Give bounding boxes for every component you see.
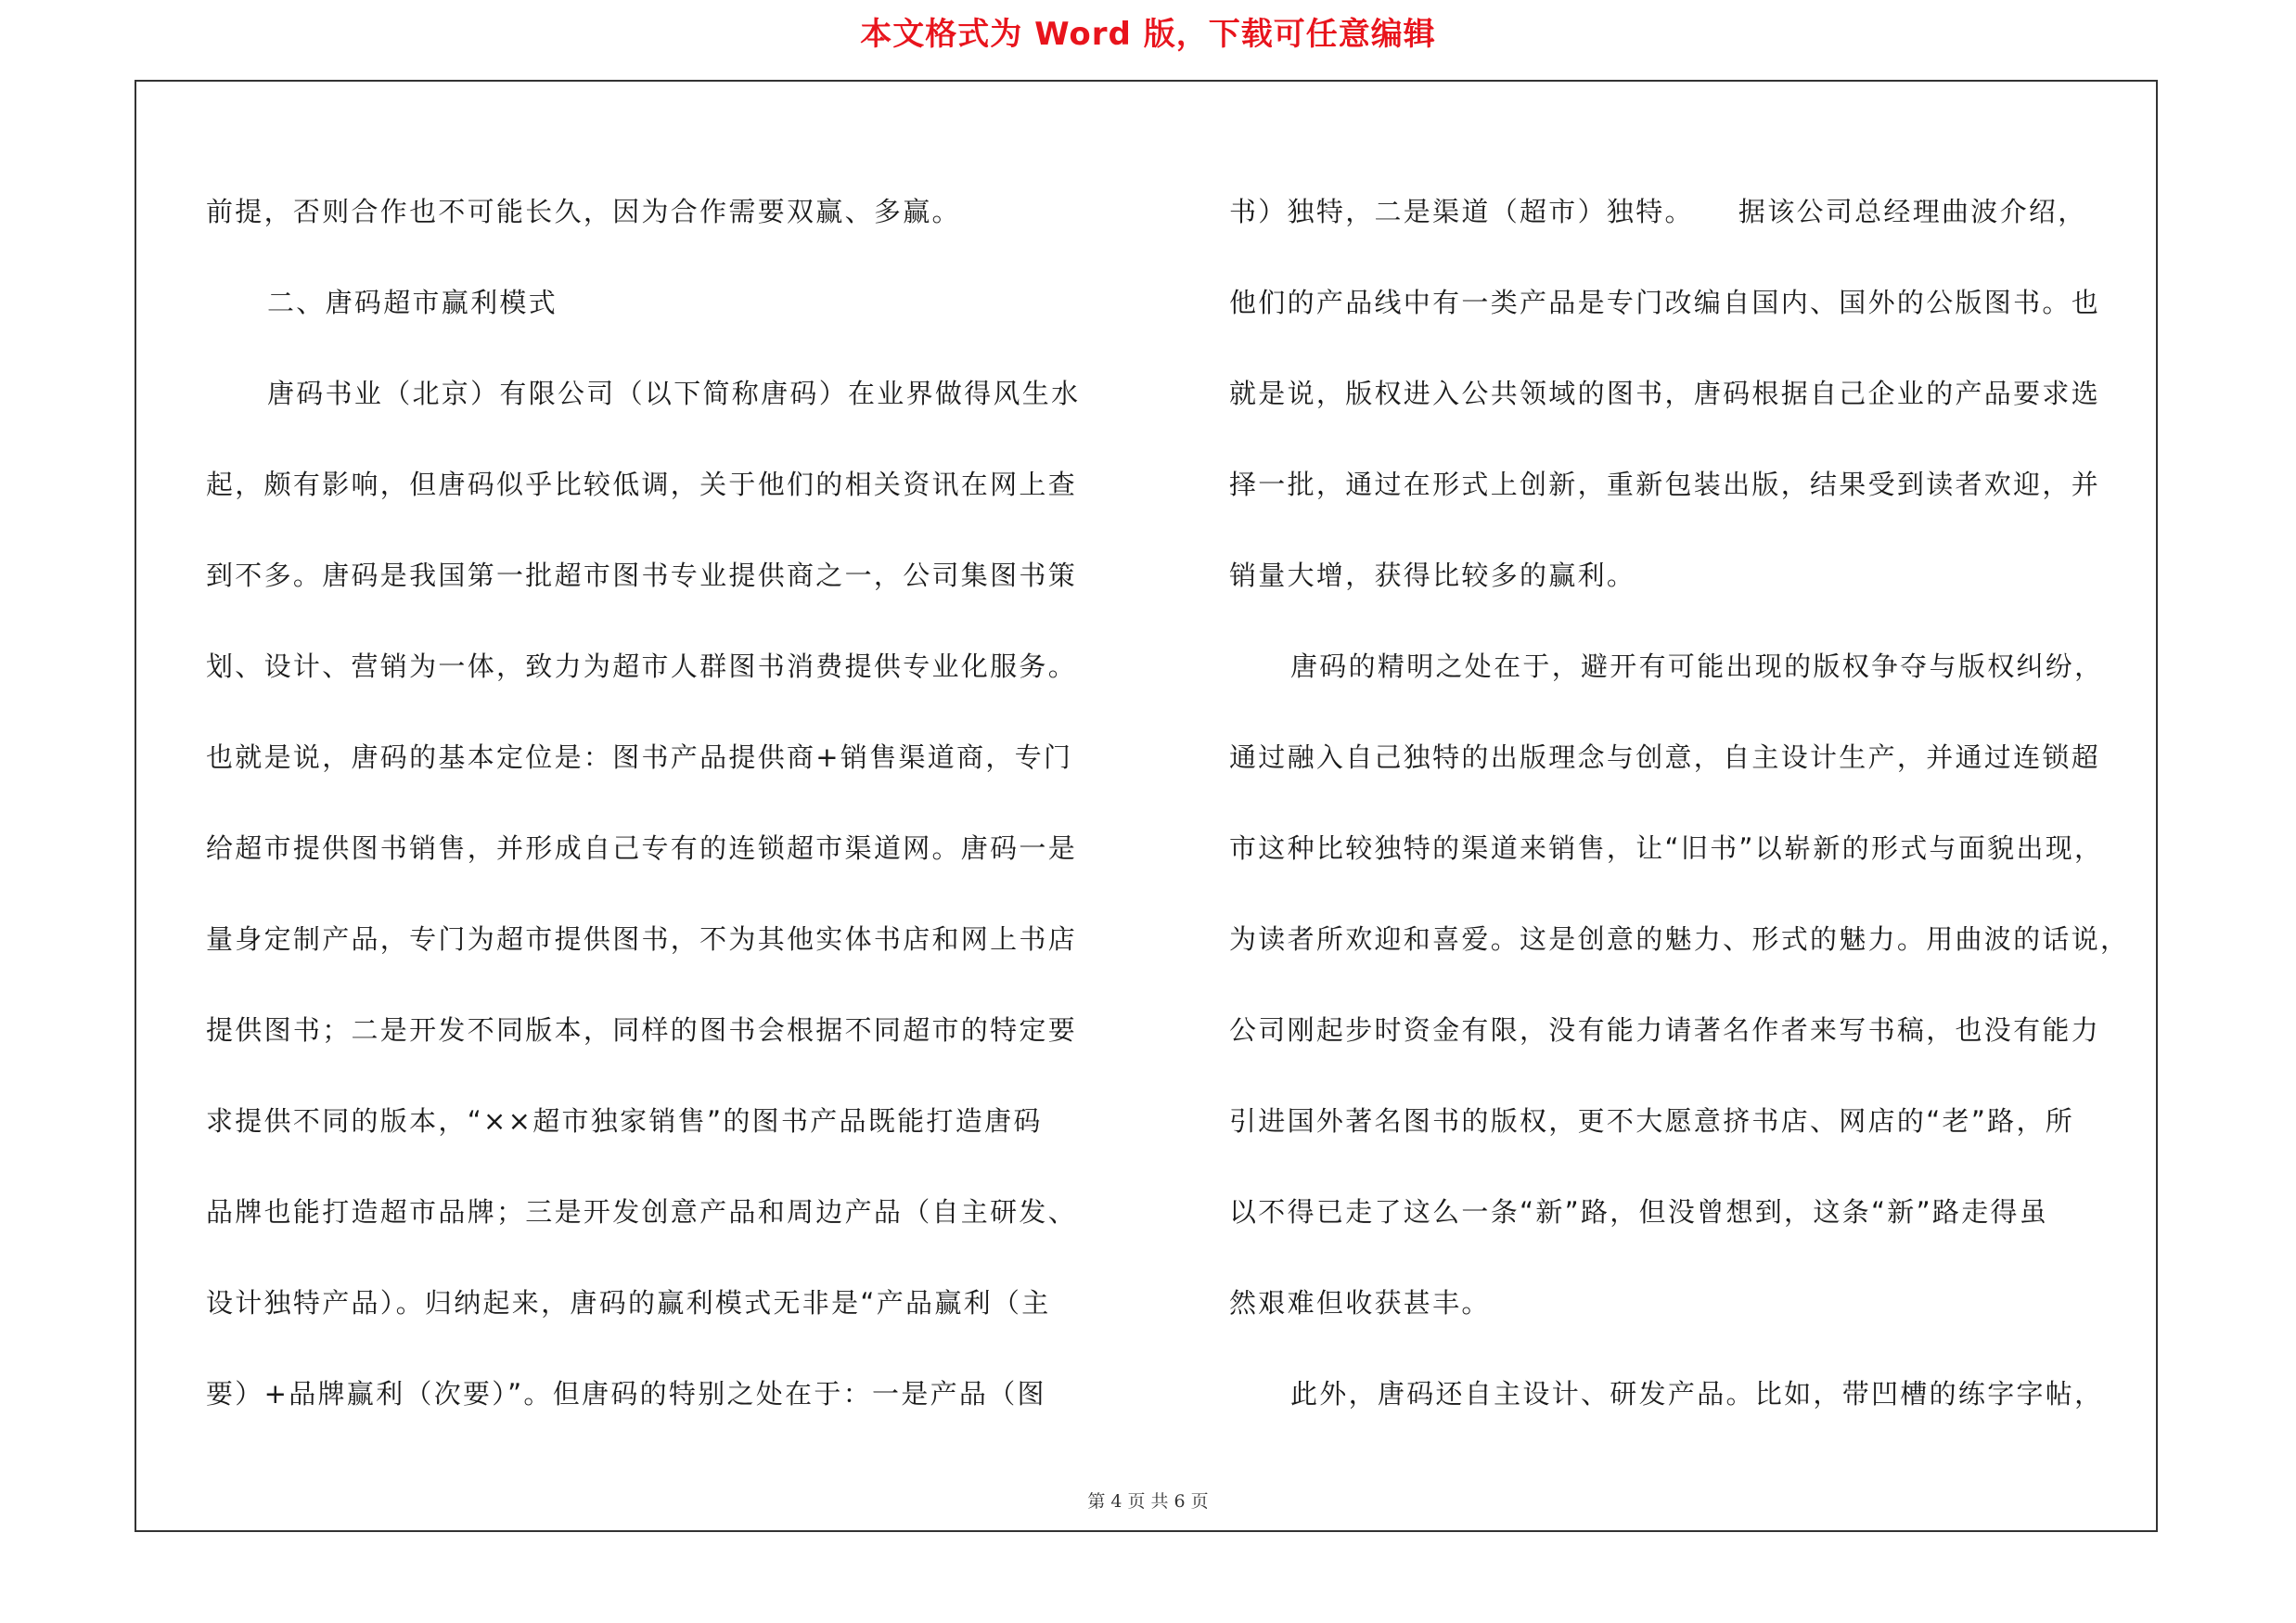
footer-total-pages: 6 xyxy=(1174,1491,1186,1512)
text-line: 通过融入自己独特的出版理念与创意，自主设计生产，并通过连锁超 xyxy=(1229,741,2101,773)
text-line: 也就是说，唐码的基本定位是：图书产品提供商+销售渠道商，专门 xyxy=(206,741,1073,773)
text-line: 为读者所欢迎和喜爱。这是创意的魅力、形式的魅力。用曲波的话说， xyxy=(1229,923,2130,955)
text-line: 他们的产品线中有一类产品是专门改编自国内、国外的公版图书。也 xyxy=(1229,287,2101,318)
text-line: 唐码的精明之处在于，避开有可能出现的版权争夺与版权纠纷， xyxy=(1290,650,2104,682)
text-line: 销量大增，获得比较多的赢利。 xyxy=(1229,560,1636,591)
text-line: 以不得已走了这么一条“新”路，但没曾想到，这条“新”路走得虽 xyxy=(1229,1196,2049,1228)
text-line: 二、唐码超市赢利模式 xyxy=(267,287,558,318)
text-line: 然艰难但收获甚丰。 xyxy=(1229,1287,1491,1319)
text-line: 就是说，版权进入公共领域的图书，唐码根据自己企业的产品要求选 xyxy=(1229,378,2101,409)
text-line: 到不多。唐码是我国第一批超市图书专业提供商之一，公司集图书策 xyxy=(206,560,1078,591)
text-line: 给超市提供图书销售，并形成自己专有的连锁超市渠道网。唐码一是 xyxy=(206,832,1078,864)
text-line: 公司刚起步时资金有限，没有能力请著名作者来写书稿，也没有能力 xyxy=(1229,1014,2101,1046)
text-line: 书）独特，二是渠道（超市）独特。 据该公司总经理曲波介绍， xyxy=(1229,196,2087,227)
footer-suffix: 页 xyxy=(1190,1491,1209,1512)
text-line: 市这种比较独特的渠道来销售，让“旧书”以崭新的形式与面貌出现， xyxy=(1229,832,2104,864)
text-line: 择一批，通过在形式上创新，重新包装出版，结果受到读者欢迎，并 xyxy=(1229,469,2101,500)
footer-current-page: 4 xyxy=(1110,1491,1122,1512)
text-line: 提供图书；二是开发不同版本，同样的图书会根据不同超市的特定要 xyxy=(206,1014,1078,1046)
text-line: 前提，否则合作也不可能长久，因为合作需要双赢、多赢。 xyxy=(206,196,961,227)
right-text-column xyxy=(1229,179,2168,1452)
footer-middle: 页 共 xyxy=(1127,1491,1169,1512)
text-line: 求提供不同的版本，“××超市独家销售”的图书产品既能打造唐码 xyxy=(206,1105,1043,1137)
text-line: 划、设计、营销为一体，致力为超市人群图书消费提供专业化服务。 xyxy=(206,650,1078,682)
left-text-column xyxy=(206,179,1143,1452)
text-line: 设计独特产品）。归纳起来，唐码的赢利模式无非是“产品赢利（主 xyxy=(206,1287,1051,1319)
page-footer xyxy=(0,1488,2296,1515)
text-line: 唐码书业（北京）有限公司（以下简称唐码）在业界做得风生水 xyxy=(267,378,1081,409)
footer-prefix: 第 xyxy=(1087,1491,1106,1512)
text-line: 此外，唐码还自主设计、研发产品。比如，带凹槽的练字字帖， xyxy=(1290,1378,2104,1410)
text-line: 起，颇有影响，但唐码似乎比较低调，关于他们的相关资讯在网上查 xyxy=(206,469,1078,500)
format-banner: 本文格式为 Word 版，下载可任意编辑 xyxy=(860,16,1436,53)
text-line: 量身定制产品，专门为超市提供图书，不为其他实体书店和网上书店 xyxy=(206,923,1078,955)
text-line: 品牌也能打造超市品牌；三是开发创意产品和周边产品（自主研发、 xyxy=(206,1196,1078,1228)
text-line: 要）+品牌赢利（次要）”。但唐码的特别之处在于：一是产品（图 xyxy=(206,1378,1046,1410)
text-line: 引进国外著名图书的版权，更不大愿意挤书店、网店的“老”路，所 xyxy=(1229,1105,2075,1137)
